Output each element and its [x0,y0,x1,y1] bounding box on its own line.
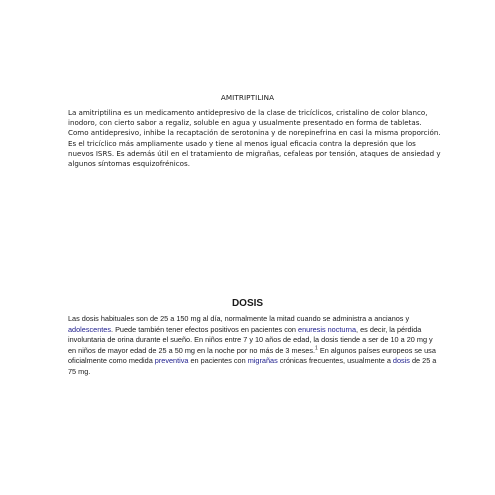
text-run: , es decir, la pérdida involuntaria de orina durante el sueño. En niños entre 7 y 10 años de edad, la dosis tiende a ser de 10 a 20 mg y en niños de mayor edad de 25 a 50 mg en la noche por no más de 3 meses. [68,324,433,355]
link-preventiva[interactable]: preventiva [154,356,189,365]
section-title-amitriptilina: AMITRIPTILINA [220,93,275,102]
text-run: Las dosis habituales son de 25 a 150 mg al día, normalmente la mitad cuando se administra a ancianos y [68,314,410,323]
text-run: En algunos países europeos se usa oficialmente como medida [68,345,436,365]
section-title-dosis: DOSIS [231,298,264,309]
text-run: en pacientes con [188,356,248,365]
link-migranas[interactable]: migrañas [247,356,278,365]
text-run: crónicas frecuentes, usualmente a [277,356,393,365]
text-run: de 25 a 75 mg. [68,356,437,376]
footnote-reference[interactable]: 1 [315,345,318,352]
link-enuresis-nocturna[interactable]: enuresis nocturna [298,324,357,334]
text-run: . Puede también tener efectos positivos en pacientes con [111,324,299,334]
section-paragraph-dosis [68,314,438,377]
section-paragraph-description: La amitriptilina es un medicamento antidepresivo de la clase de tricíclicos, cristalino de color blanco, inodoro, con cierto sabor a regaliz, soluble en agua y usualmente presentado en forma de tabletas. Como antidepresivo, inhibe la recaptación de serotonina y de norepinefrina en casi la misma proporción. Es el tricíclico más ampliamente usado y tiene al menos igual eficacia contra la depresión que los nuevos ISRS. Es además útil en el tratamiento de migrañas, cefaleas por tensión, ataques de ansiedad y algunos síntomas esquizofrénicos. [68,108,441,169]
link-adolescentes[interactable]: adolescentes [68,324,112,334]
link-dosis[interactable]: dosis [392,356,410,365]
